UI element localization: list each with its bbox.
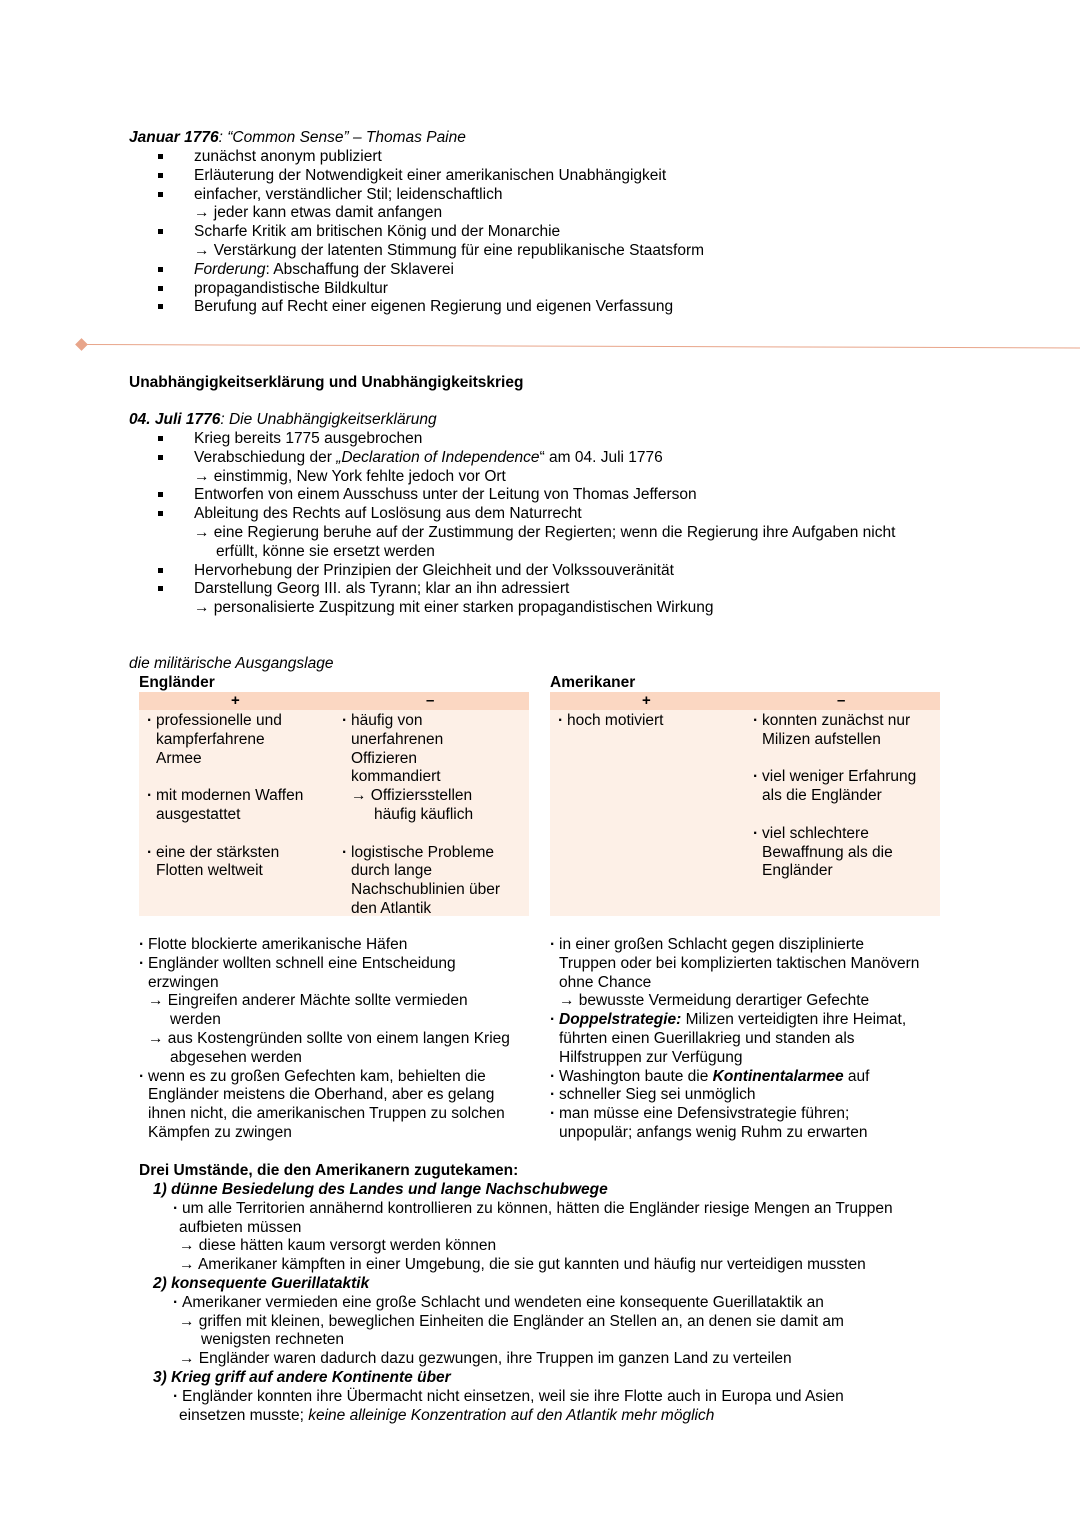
declaration-title: „Declaration of Independence xyxy=(336,448,540,466)
pro-item-cont: kampferfahrene xyxy=(156,730,265,748)
heading-date: Januar 1776 xyxy=(129,129,219,146)
declaration-heading xyxy=(129,411,437,430)
declaration-list xyxy=(158,430,978,618)
heading-rest: : Die Unabhängigkeitserklärung xyxy=(220,411,437,428)
list-item xyxy=(158,261,978,280)
minus-header: – xyxy=(426,692,435,709)
heading-rest: : “Common Sense” – Thomas Paine xyxy=(218,129,466,146)
list-item: Krieg bereits 1775 ausgebrochen xyxy=(158,430,978,449)
list-item: · Engländer konnten ihre Übermacht nicht einsetzen, weil sie ihre Flotte auch in Europa und Asien xyxy=(173,1388,973,1407)
list-item: Darstellung Georg III. als Tyrann; klar an ihn adressiert xyxy=(158,580,978,599)
circumstance-2-title: 2) konsequente Guerillataktik xyxy=(153,1274,370,1292)
list-item: · um alle Territorien annähernd kontrollieren zu können, hätten die Engländer riesige Mengen an Truppen xyxy=(173,1200,973,1219)
military-title: die militärische Ausgangslage xyxy=(129,655,334,672)
note-item-cont: ohne Chance xyxy=(559,973,652,991)
list-item-cont: → Engländer waren dadurch dazu gezwungen, ihre Truppen im ganzen Land zu verteilen xyxy=(179,1350,792,1368)
pro-item: · hoch motiviert xyxy=(558,712,743,731)
note-item: · Flotte blockierte amerikanische Häfen xyxy=(139,936,539,955)
note-item-cont: Engländer meistens die Oberhand, aber es gelang xyxy=(148,1086,495,1104)
text: Washington baute die xyxy=(559,1067,713,1085)
note-item-cont: werden xyxy=(170,1011,221,1029)
list-item: Hervorhebung der Prinzipien der Gleichheit und der Volkssouveränität xyxy=(158,562,978,581)
three-title: Drei Umstände, die den Amerikanern zugutekamen: xyxy=(139,1162,519,1179)
section-title: Unabhängigkeitserklärung und Unabhängigkeitskrieg xyxy=(129,374,524,391)
plus-header: + xyxy=(231,692,240,709)
note-item-cont: führten einen Guerillakrieg und standen als xyxy=(559,1029,855,1047)
note-item-cont: ihnen nicht, die amerikanischen Truppen zu solchen xyxy=(148,1105,505,1123)
text: Verabschiedung der xyxy=(194,448,337,466)
text: auf xyxy=(843,1067,870,1085)
pro-item-cont: Flotten weltweit xyxy=(156,862,263,880)
english-label: Engländer xyxy=(139,674,215,691)
three-list xyxy=(153,1181,973,1425)
english-notes xyxy=(139,936,539,1143)
con-item: · viel schlechtere xyxy=(753,825,938,844)
con-item: · logistische Probleme xyxy=(342,844,527,863)
minus-header: – xyxy=(837,692,846,709)
note-item: · man müsse eine Defensivstrategie führen; xyxy=(550,1105,970,1124)
text: “ am 04. Juli 1776 xyxy=(539,448,663,466)
americans-label: Amerikaner xyxy=(550,674,636,691)
americans-pros xyxy=(558,712,743,731)
text: einsetzen musste; xyxy=(179,1406,309,1424)
con-item-cont: unerfahrenen xyxy=(351,730,444,748)
forderung-label: Forderung xyxy=(194,260,266,278)
note-item: · schneller Sieg sei unmöglich xyxy=(550,1086,970,1105)
kontinentalarmee-label: Kontinentalarmee xyxy=(712,1067,844,1085)
forderung-text: : Abschaffung der Sklaverei xyxy=(265,260,454,278)
con-item-cont: Engländer xyxy=(762,862,833,880)
con-item: · häufig von xyxy=(342,712,527,731)
con-item: · konnten zunächst nur xyxy=(753,712,938,731)
note-item-cont: → bewusste Vermeidung derartiger Gefechte xyxy=(559,992,870,1010)
americans-table-header xyxy=(550,692,940,710)
section-divider xyxy=(86,344,1080,348)
list-item: Erläuterung der Notwendigkeit einer amerikanischen Unabhängigkeit xyxy=(158,167,978,186)
list-item: Entworfen von einem Ausschuss unter der Leitung von Thomas Jefferson xyxy=(158,486,978,505)
con-item: · viel weniger Erfahrung xyxy=(753,768,938,787)
circumstance-3-title: 3) Krieg griff auf andere Kontinente über xyxy=(153,1368,451,1386)
list-item-cont: wenigsten rechneten xyxy=(201,1331,345,1349)
english-table-body xyxy=(139,710,529,916)
con-item-cont: durch lange xyxy=(351,862,433,880)
american-notes xyxy=(550,936,970,1143)
list-item-continuation: → eine Regierung beruhe auf der Zustimmung der Regierten; wenn die Regierung ihre Aufgaben nicht xyxy=(194,523,896,541)
con-item-cont: Nachschublinien über xyxy=(351,881,501,899)
note-item-cont: → aus Kostengründen sollte von einem langen Krieg xyxy=(148,1029,510,1047)
circumstance-1-title: 1) dünne Besiedelung des Landes und lange Nachschubwege xyxy=(153,1181,608,1198)
list-item: Scharfe Kritik am britischen König und der Monarchie xyxy=(158,223,978,242)
pro-item: · mit modernen Waffen xyxy=(147,787,332,806)
con-item-cont: Bewaffnung als die xyxy=(762,843,893,861)
list-item-cont: → griffen mit kleinen, beweglichen Einheiten die Engländer an Stellen an, an denen sie damit am xyxy=(179,1312,844,1330)
pro-item-cont: ausgestattet xyxy=(156,805,241,823)
con-item-cont: kommandiert xyxy=(351,768,441,786)
list-item-continuation: → einstimmig, New York fehlte jedoch vor Ort xyxy=(194,467,506,485)
note-item-cont: Hilfstruppen zur Verfügung xyxy=(559,1048,743,1066)
list-item-continuation: → jeder kann etwas damit anfangen xyxy=(194,204,443,222)
common-sense-heading xyxy=(129,129,466,148)
list-item-cont: aufbieten müssen xyxy=(179,1218,302,1236)
list-item: Berufung auf Recht einer eigenen Regierung und eigenen Verfassung xyxy=(158,298,978,317)
pro-item-cont: Armee xyxy=(156,749,202,767)
list-item-continuation: erfüllt, könne sie ersetzt werden xyxy=(216,542,435,560)
list-item: propagandistische Bildkultur xyxy=(158,280,978,299)
con-item-cont: häufig käuflich xyxy=(374,805,474,823)
list-item-continuation: → Verstärkung der latenten Stimmung für eine republikanische Staatsform xyxy=(194,241,705,259)
note-item xyxy=(550,1068,970,1087)
list-item: zunächst anonym publiziert xyxy=(158,148,978,167)
plus-header: + xyxy=(642,692,651,709)
text: Milizen verteidigten ihre Heimat, xyxy=(681,1011,907,1029)
list-item-cont xyxy=(153,1407,973,1426)
note-item-cont: erzwingen xyxy=(148,973,219,991)
heading-date: 04. Juli 1776 xyxy=(129,411,221,428)
text-italic: keine alleinige Konzentration auf den Atlantik mehr möglich xyxy=(308,1406,715,1424)
note-item-cont: unpopulär; anfangs wenig Ruhm zu erwarten xyxy=(559,1123,868,1141)
english-table-header xyxy=(139,692,529,710)
list-item-cont: → diese hätten kaum versorgt werden können xyxy=(179,1237,497,1255)
list-item-continuation: → personalisierte Zuspitzung mit einer starken propagandistischen Wirkung xyxy=(194,599,714,617)
list-item: · Amerikaner vermieden eine große Schlacht und wendeten eine konsequente Guerillataktik an xyxy=(173,1294,973,1313)
english-cons xyxy=(342,712,527,919)
list-item: Ableitung des Rechts auf Loslösung aus dem Naturrecht xyxy=(158,505,978,524)
list-item xyxy=(158,449,978,468)
con-item-cont: als die Engländer xyxy=(762,787,882,805)
doppelstrategie-label: Doppelstrategie: xyxy=(559,1011,682,1029)
note-item: · Engländer wollten schnell eine Entscheidung xyxy=(139,955,539,974)
note-item-cont: Truppen oder bei komplizierten taktischen Manövern xyxy=(559,954,920,972)
americans-table-body xyxy=(550,710,940,916)
con-item-cont: Milizen aufstellen xyxy=(762,730,881,748)
con-item-cont: den Atlantik xyxy=(351,899,432,917)
note-item: · in einer großen Schlacht gegen disziplinierte xyxy=(550,936,970,955)
list-item-cont: → Amerikaner kämpften in einer Umgebung, die sie gut kannten und häufig nur verteidigen mussten xyxy=(179,1256,866,1274)
list-item: einfacher, verständlicher Stil; leidenschaftlich xyxy=(158,186,978,205)
con-item-cont: → Offiziersstellen xyxy=(351,787,473,805)
con-item-cont: Offizieren xyxy=(351,749,418,767)
note-item-cont: Kämpfen zu zwingen xyxy=(148,1123,292,1141)
note-item-cont: abgesehen werden xyxy=(170,1048,302,1066)
common-sense-list xyxy=(158,148,978,317)
note-item: · wenn es zu großen Gefechten kam, behielten die xyxy=(139,1068,539,1087)
pro-item: · professionelle und xyxy=(147,712,332,731)
americans-cons xyxy=(753,712,938,881)
english-pros xyxy=(147,712,332,881)
note-item-cont: → Eingreifen anderer Mächte sollte vermieden xyxy=(148,992,468,1010)
note-item xyxy=(550,1011,970,1030)
pro-item: · eine der stärksten xyxy=(147,844,332,863)
